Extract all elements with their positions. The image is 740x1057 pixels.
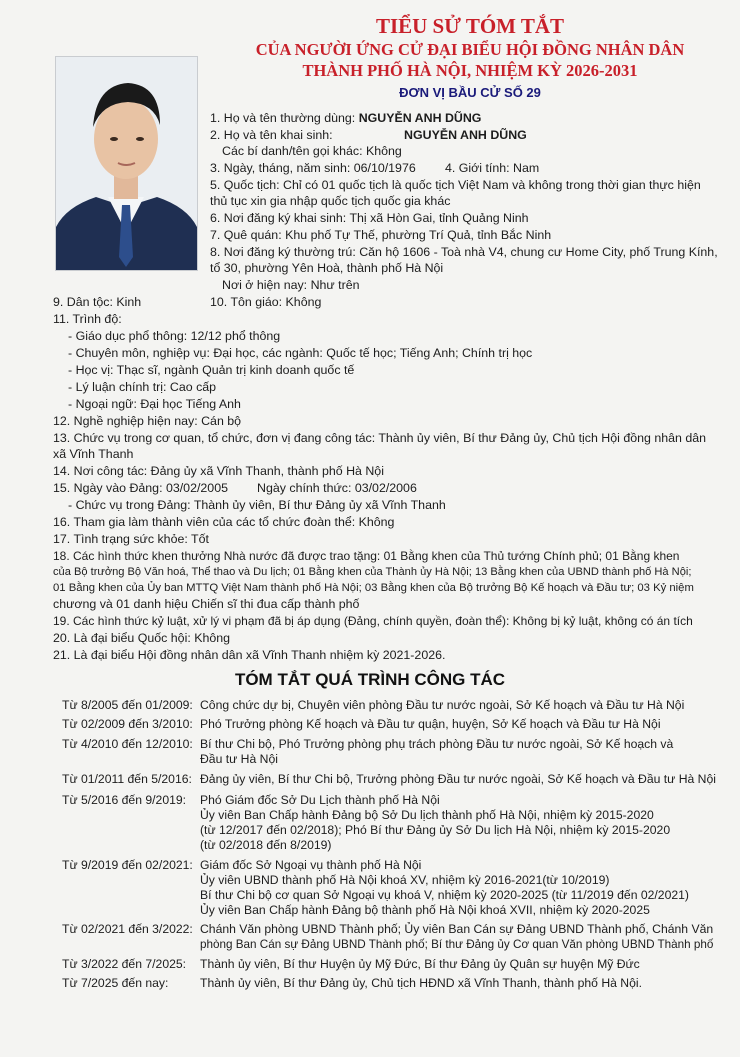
- doc-title: TIỂU SỬ TÓM TẮT: [375, 14, 565, 38]
- work-description: Công chức dự bị, Chuyên viên phòng Đầu tư nước ngoài, Sở Kế hoạch và Đầu tư Hà Nội: [200, 698, 685, 712]
- bio-awards-cont2: 01 Bằng khen của Ủy ban MTTQ Việt Nam thành phố Hà Nội; 03 Bằng khen của Bộ trưởng Bộ Kế hoạch và Đầu tư; 03 Kỷ niệm: [53, 582, 694, 594]
- candidate-birth-name: NGUYỄN ANH DŨNG: [404, 128, 527, 142]
- bio-organizations: 16. Tham gia làm thành viên của các tổ chức đoàn thể: Không: [53, 515, 395, 529]
- bio-birthdate: 3. Ngày, tháng, năm sinh: 06/10/1976: [210, 161, 416, 175]
- work-description: Phó Trưởng phòng Kế hoạch và Đầu tư quận, huyện, Sở Kế hoạch và Đầu tư Hà Nội: [200, 717, 661, 731]
- work-description-cont: phòng Ban Cán sự Đảng UBND Thành phố; Bí thư Đảng ủy Cơ quan Văn phòng UBND Thành phố: [200, 938, 714, 951]
- bio-foreign-language: - Ngoại ngữ: Đại học Tiếng Anh: [68, 397, 241, 411]
- bio-hometown: 7. Quê quán: Khu phố Tự Thế, phường Trí Quả, tỉnh Bắc Ninh: [210, 228, 552, 242]
- work-description: Bí thư Chi bộ, Phó Trưởng phòng phụ trách phòng Đầu tư nước ngoài, Sở Kế hoạch và: [200, 737, 674, 751]
- bio-health: 17. Tình trạng sức khỏe: Tốt: [53, 532, 209, 546]
- bio-awards-cont3: chương và 01 danh hiệu Chiến sĩ thi đua cấp thành phố: [53, 597, 360, 611]
- bio-residence-cont: tổ 30, phường Yên Hoà, thành phố Hà Nội: [210, 261, 444, 275]
- work-description-cont: Bí thư Chi bộ cơ quan Sở Ngoại vụ khoá V, nhiệm kỳ 2020-2025 (từ 11/2019 đến 02/2021): [200, 888, 689, 902]
- work-description-cont: (từ 02/2018 đến 8/2019): [200, 838, 332, 852]
- bio-religion: 10. Tôn giáo: Không: [210, 295, 322, 309]
- work-description-cont: (từ 12/2017 đến 02/2018); Phó Bí thư Đảng ủy Sở Du lịch Hà Nội, nhiệm kỳ 2015-2020: [200, 823, 671, 837]
- work-period: Từ 02/2021 đến 3/2022:: [62, 922, 193, 936]
- bio-awards-cont1: của Bộ trưởng Bộ Văn hoá, Thể thao và Du lịch; 01 Bằng khen của Thành ủy Hà Nội; 13 Bằng khen của UBND thành phố Hà Nội;: [53, 566, 692, 578]
- work-description: Phó Giám đốc Sở Du Lịch thành phố Hà Nội: [200, 793, 440, 807]
- work-description: Giám đốc Sở Ngoại vụ thành phố Hà Nội: [200, 858, 422, 872]
- bio-residence: 8. Nơi đăng ký thường trú: Căn hộ 1606 - Toà nhà V4, chung cư Home City, phố Trung Kính,: [210, 245, 718, 259]
- portrait-illustration: [56, 57, 197, 270]
- candidate-name: NGUYỄN ANH DŨNG: [358, 111, 482, 125]
- bio-education-heading: 11. Trình độ:: [53, 312, 122, 326]
- work-description-cont: Ủy viên Ban Chấp hành Đảng bộ Sở Du lịch thành phố Hà Nội, nhiệm kỳ 2015-2020: [200, 808, 654, 822]
- work-history-title: TÓM TẮT QUÁ TRÌNH CÔNG TÁC: [234, 670, 506, 689]
- bio-party-official-date: Ngày chính thức: 03/02/2006: [257, 481, 417, 495]
- bio-national-assembly: 20. Là đại biểu Quốc hội: Không: [53, 631, 231, 645]
- bio-current-address: Nơi ở hiện nay: Như trên: [222, 278, 360, 292]
- work-period: Từ 9/2019 đến 02/2021:: [62, 858, 193, 872]
- bio-ethnicity: 9. Dân tộc: Kinh: [53, 295, 142, 309]
- bio-birthplace: 6. Nơi đăng ký khai sinh: Thị xã Hòn Gai, tỉnh Quảng Ninh: [210, 211, 529, 225]
- bio-council-member: 21. Là đại biểu Hội đồng nhân dân xã Vĩnh Thanh nhiệm kỳ 2021-2026.: [53, 648, 446, 662]
- bio-nationality: 5. Quốc tịch: Chỉ có 01 quốc tịch là quốc tịch Việt Nam và không trong thời gian thực hiện: [210, 178, 701, 192]
- bio-workplace: 14. Nơi công tác: Đảng ủy xã Vĩnh Thanh, thành phố Hà Nội: [53, 464, 384, 478]
- bio-aliases: Các bí danh/tên gọi khác: Không: [222, 144, 402, 158]
- bio-position-cont: xã Vĩnh Thanh: [53, 447, 134, 461]
- bio-gender: 4. Giới tính: Nam: [445, 161, 540, 175]
- bio-general-education: - Giáo dục phổ thông: 12/12 phổ thông: [68, 329, 281, 343]
- work-description-cont: Ủy viên UBND thành phố Hà Nội khoá XV, nhiệm kỳ 2016-2021(từ 10/2019): [200, 873, 610, 887]
- bio-party-join-date: 15. Ngày vào Đảng: 03/02/2005: [53, 481, 228, 495]
- work-period: Từ 7/2025 đến nay:: [62, 976, 169, 990]
- bio-discipline: 19. Các hình thức kỷ luật, xử lý vi phạm đã bị áp dụng (Đảng, chính quyền, đoàn thể): Không bị kỷ luật, không có án tích: [53, 614, 693, 628]
- bio-occupation: 12. Nghề nghiệp hiện nay: Cán bộ: [53, 414, 242, 428]
- work-description: Thành ủy viên, Bí thư Huyện ủy Mỹ Đức, Bí thư Đảng ủy Quân sự huyện Mỹ Đức: [200, 957, 640, 971]
- bio-birth-name: 2. Họ và tên khai sinh: NGUYỄN ANH DŨNG: [210, 128, 527, 142]
- work-period: Từ 01/2011 đến 5/2016:: [62, 772, 192, 786]
- candidate-portrait: [55, 56, 198, 271]
- bio-nationality-cont: thủ tục xin gia nhập quốc tịch quốc gia khác: [210, 194, 451, 208]
- bio-political-theory: - Lý luận chính trị: Cao cấp: [68, 380, 217, 394]
- work-description-cont: Đầu tư Hà Nội: [200, 752, 278, 766]
- bio-party-position: - Chức vụ trong Đảng: Thành ủy viên, Bí thư Đảng ủy xã Vĩnh Thanh: [68, 498, 446, 512]
- doc-subtitle-2: THÀNH PHỐ HÀ NỘI, NHIỆM KỲ 2026-2031: [302, 61, 638, 80]
- work-period: Từ 4/2010 đến 12/2010:: [62, 737, 193, 751]
- work-period: Từ 5/2016 đến 9/2019:: [62, 793, 187, 807]
- work-period: Từ 3/2022 đến 7/2025:: [62, 957, 187, 971]
- work-period: Từ 02/2009 đến 3/2010:: [62, 717, 193, 731]
- bio-specialty: - Chuyên môn, nghiệp vụ: Đại học, các ngành: Quốc tế học; Tiếng Anh; Chính trị học: [68, 346, 533, 360]
- work-description: Đảng ủy viên, Bí thư Chi bộ, Trưởng phòng Đầu tư nước ngoài, Sở Kế hoạch và Đầu tư Hà Nội: [200, 772, 716, 786]
- bio-degree: - Học vị: Thạc sĩ, ngành Quản trị kinh doanh quốc tế: [68, 363, 355, 377]
- electoral-unit: ĐƠN VỊ BẦU CỬ SỐ 29: [399, 85, 541, 100]
- bio-common-name: 1. Họ và tên thường dùng: NGUYỄN ANH DŨNG: [210, 111, 482, 125]
- doc-subtitle-1: CỦA NGƯỜI ỨNG CỬ ĐẠI BIỂU HỘI ĐỒNG NHÂN DÂN: [255, 40, 685, 59]
- work-description-cont: Ủy viên Ban Chấp hành Đảng bộ thành phố Hà Nội khoá XVII, nhiệm kỳ 2020-2025: [200, 903, 650, 917]
- bio-awards: 18. Các hình thức khen thưởng Nhà nước đã được trao tặng: 01 Bằng khen của Thủ tướng Chính phủ; 01 Bằng khen: [53, 549, 680, 563]
- bio-position: 13. Chức vụ trong cơ quan, tổ chức, đơn vị đang công tác: Thành ủy viên, Bí thư Đảng ủy, Chủ tịch Hội đồng nhân dân: [53, 431, 707, 445]
- work-period: Từ 8/2005 đến 01/2009:: [62, 698, 193, 712]
- work-description: Chánh Văn phòng UBND Thành phố; Ủy viên Ban Cán sự Đảng UBND Thành phố, Chánh Văn: [200, 922, 714, 936]
- work-description: Thành ủy viên, Bí thư Đảng ủy, Chủ tịch HĐND xã Vĩnh Thanh, thành phố Hà Nội.: [200, 976, 642, 990]
